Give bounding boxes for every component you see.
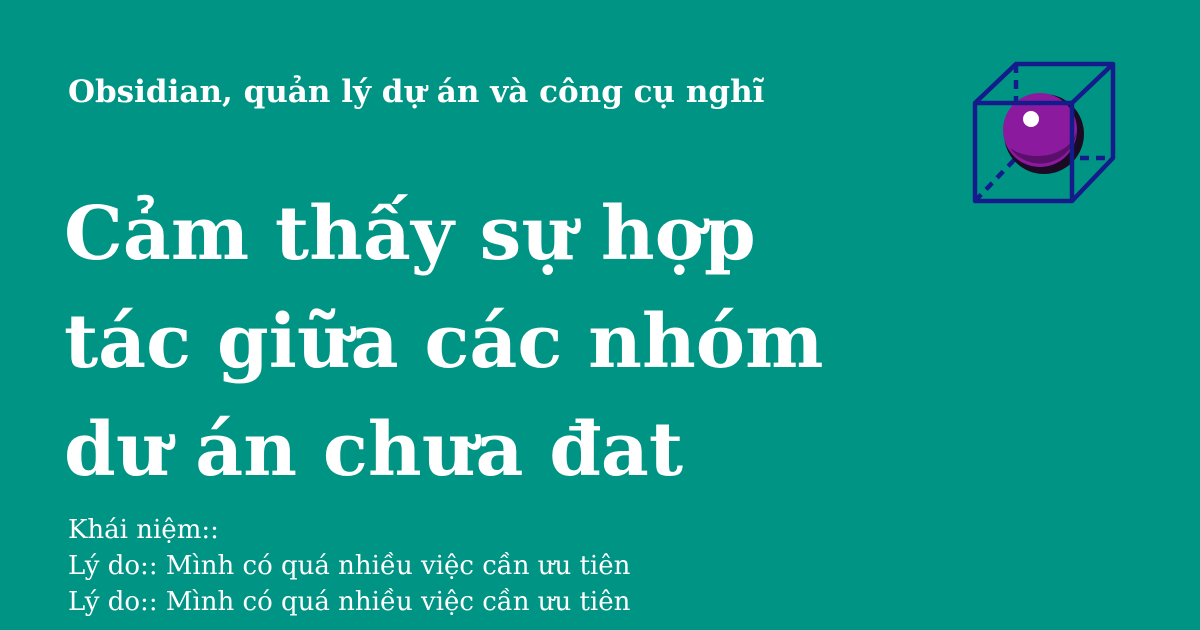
title-line-1: Cảm thấy sự hợp [64,191,756,277]
cube-diagonal-edge [975,158,1016,201]
metadata-block [68,512,828,617]
meta-line-reason-cut: Lý do:: Mình có quá nhiều việc cần ưu tiên [68,587,631,617]
page-title [64,180,964,504]
meta-line-concept: Khái niệm:: [68,515,219,545]
page-subtitle: Obsidian, quản lý dự án và công cụ nghĩ [68,74,765,110]
meta-line-reason: Lý do:: Mình có quá nhiều việc cần ưu tiên [68,551,631,581]
title-line-3: dư án chưa đat [64,407,684,493]
title-line-2: tác giữa các nhóm [64,299,824,385]
cube-sphere-icon [960,50,1130,220]
